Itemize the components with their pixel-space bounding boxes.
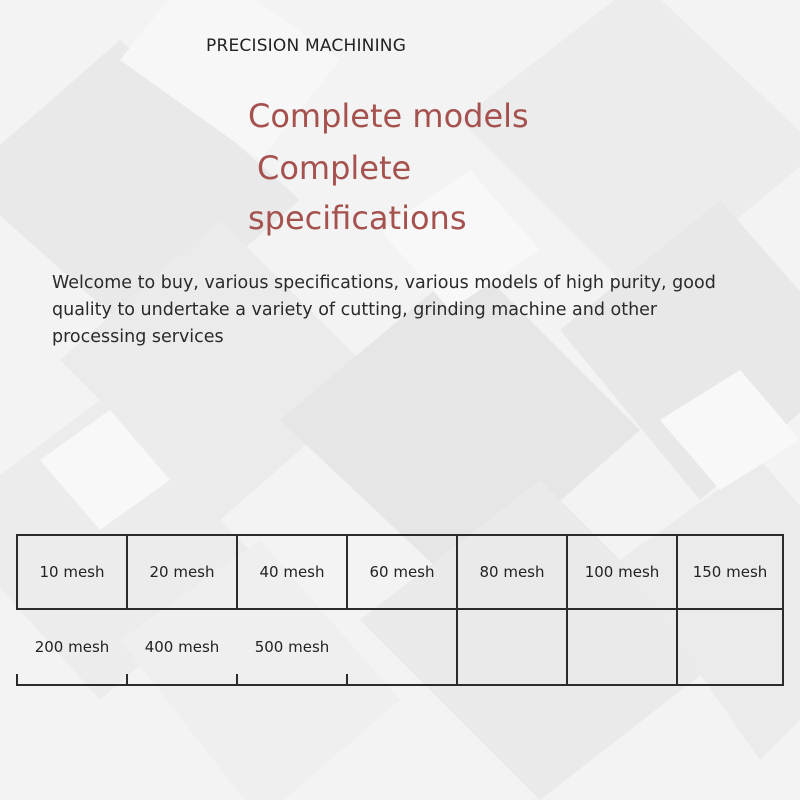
table-tick-4: [346, 674, 348, 686]
mesh-cell-500-mesh: 500 mesh: [254, 638, 330, 656]
intro-paragraph: Welcome to buy, various specifications, various models of high purity, good quality to undertake a variety of cutting, grinding machine and other processing services: [52, 273, 716, 347]
mesh-cell-40-mesh: 40 mesh: [259, 563, 325, 581]
table-right-border: [782, 534, 784, 686]
headline-line-1: Complete models: [248, 97, 529, 135]
headline-line-3: specifications: [248, 199, 467, 237]
mesh-cell-60-mesh: 60 mesh: [369, 563, 435, 581]
page-title: PRECISION MACHINING: [206, 36, 407, 56]
mesh-cell-20-mesh: 20 mesh: [149, 563, 215, 581]
mesh-cell-80-mesh: 80 mesh: [479, 563, 545, 581]
table-bottom-border: [16, 684, 784, 686]
headline-line-2: Complete: [257, 149, 412, 187]
mesh-cell-150-mesh: 150 mesh: [692, 563, 768, 581]
mesh-cell-200-mesh: 200 mesh: [34, 638, 110, 656]
mesh-cell-100-mesh: 100 mesh: [584, 563, 660, 581]
mesh-size-table: [16, 534, 784, 686]
mesh-cell-400-mesh: 400 mesh: [144, 638, 220, 656]
mesh-cell-10-mesh: 10 mesh: [39, 563, 105, 581]
